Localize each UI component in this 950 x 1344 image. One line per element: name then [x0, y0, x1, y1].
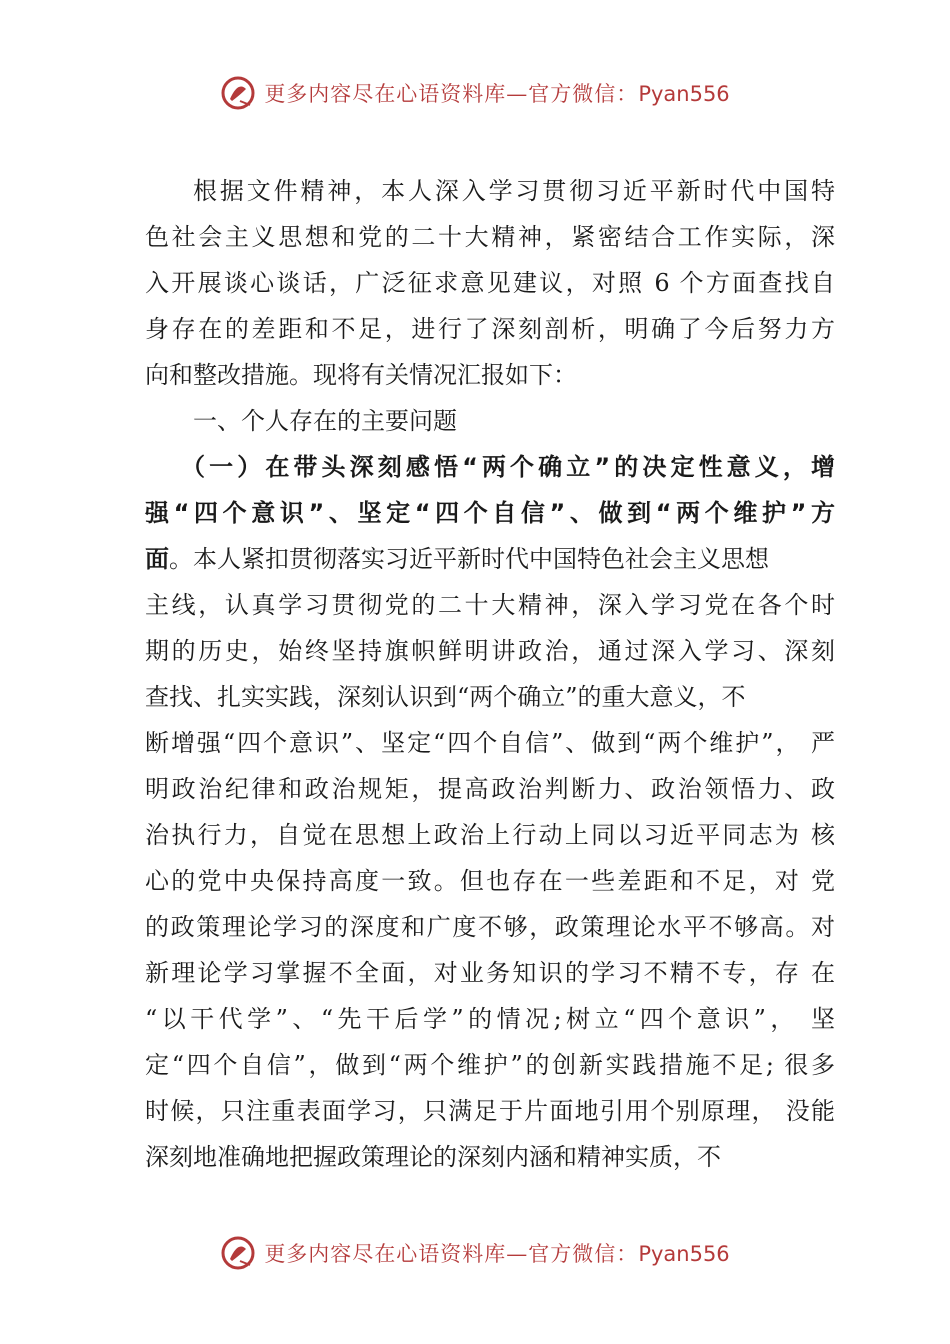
- paragraph-line: 查找、扎实实践，深刻认识到“两个确立”的重大意义，不: [145, 683, 746, 711]
- paragraph-line: 新理论学习掌握不全面，对业务知识的学习不精不专，存 在: [145, 959, 835, 987]
- document-body: [145, 168, 835, 1180]
- paragraph-line: 深刻地准确地把握政策理论的深刻内涵和精神实质，不: [145, 1143, 721, 1171]
- subsection-heading: （一）在带头深刻感悟“两个确立”的决定性意义，增: [181, 453, 835, 481]
- section-heading: 一、个人存在的主要问题: [193, 407, 457, 435]
- paragraph-line: 时候，只注重表面学习，只满足于片面地引用个别原理， 没能: [145, 1097, 835, 1125]
- brand-logo-icon: [220, 75, 256, 111]
- paragraph-line: 根据文件精神，本人深入学习贯彻习近平新时代中国特: [193, 177, 835, 205]
- subsection-heading: 强“四个意识”、坚定“四个自信”、做到“两个维护”方: [145, 499, 835, 527]
- banner-label: 更多内容尽在心语资料库—官方微信：: [264, 1242, 639, 1266]
- paragraph-line: 心的党中央保持高度一致。但也存在一些差距和不足，对 党: [145, 867, 835, 895]
- paragraph-line: 向和整改措施。现将有关情况汇报如下：: [145, 361, 577, 389]
- header-watermark-banner: [0, 68, 950, 118]
- banner-text: [264, 78, 729, 108]
- banner-text: [264, 1238, 729, 1268]
- paragraph-line: “以干代学”、“先干后学”的情况;树立“四个意识”， 坚: [145, 1005, 835, 1033]
- paragraph-line: 治执行力，自觉在思想上政治上行动上同以习近平同志为 核: [145, 821, 835, 849]
- paragraph-line: [145, 536, 835, 582]
- banner-label: 更多内容尽在心语资料库—官方微信：: [264, 82, 639, 106]
- subsection-heading-end: 面: [145, 545, 169, 573]
- brand-logo-icon: [220, 1235, 256, 1271]
- paragraph-line: 入开展谈心谈话，广泛征求意见建议，对照 6 个方面查找自: [145, 269, 835, 297]
- paragraph-line: 期的历史，始终坚持旗帜鲜明讲政治，通过深入学习、深刻: [145, 637, 835, 665]
- paragraph-line: 身存在的差距和不足，进行了深刻剖析，明确了今后努力方: [145, 315, 835, 343]
- paragraph-line: 的政策理论学习的深度和广度不够，政策理论水平不够高。对: [145, 913, 835, 941]
- wechat-id: Pyan556: [638, 82, 730, 106]
- footer-watermark-banner: [0, 1228, 950, 1278]
- paragraph-line: 定“四个自信”，做到“两个维护”的创新实践措施不足; 很多: [145, 1051, 835, 1079]
- paragraph-line: 明政治纪律和政治规矩，提高政治判断力、政治领悟力、政: [145, 775, 835, 803]
- paragraph-line: 断增强“四个意识”、坚定“四个自信”、做到“两个维护”， 严: [145, 729, 835, 757]
- paragraph-line: 主线，认真学习贯彻党的二十大精神，深入学习党在各个时: [145, 591, 835, 619]
- paragraph-text: 。本人紧扣贯彻落实习近平新时代中国特色社会主义思想: [169, 545, 769, 573]
- paragraph-line: 色社会主义思想和党的二十大精神，紧密结合工作实际，深: [145, 223, 835, 251]
- wechat-id: Pyan556: [638, 1242, 730, 1266]
